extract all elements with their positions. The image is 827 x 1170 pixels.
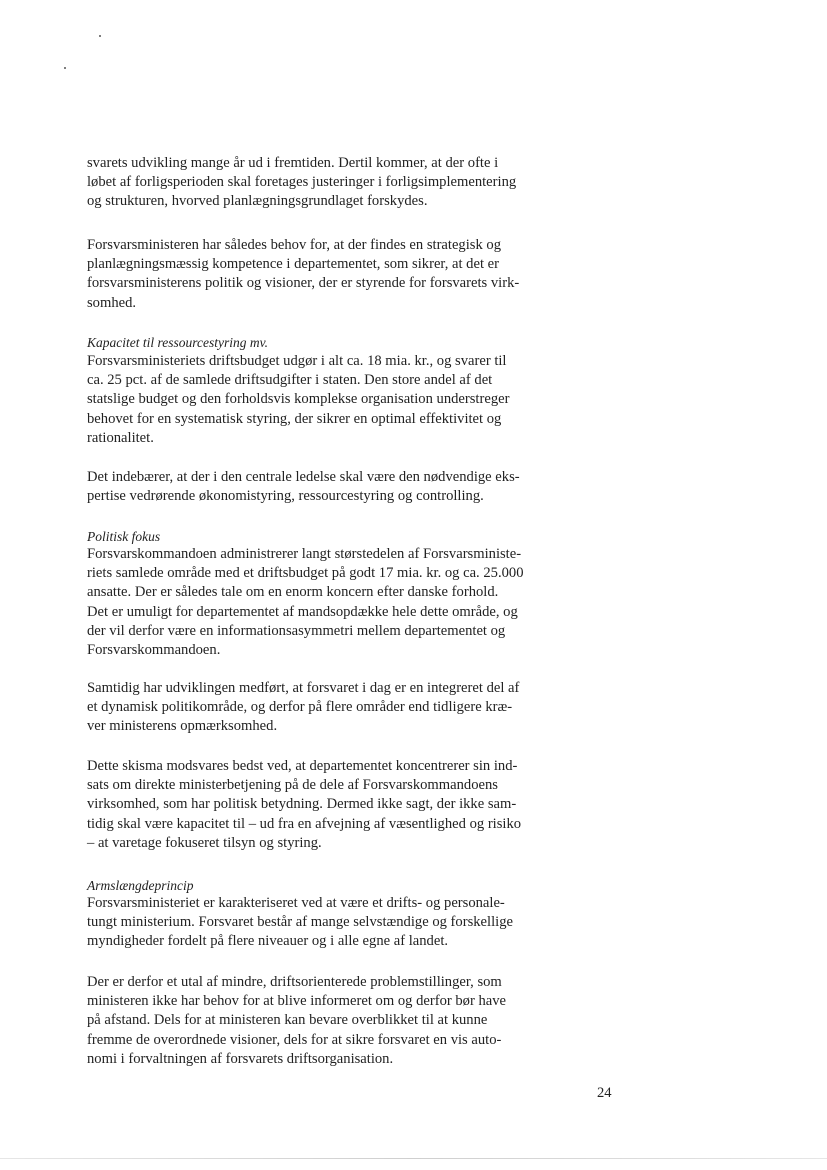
text-line: tungt ministerium. Forsvaret består af mange selvstændige og forskellige xyxy=(87,914,513,931)
text-line: riets samlede område med et driftsbudget på godt 17 mia. kr. og ca. 25.000 xyxy=(87,565,524,582)
paragraph-4 xyxy=(87,468,627,506)
text-line: forsvarsministerens politik og visioner, der er styrende for forsvarets virk- xyxy=(87,275,520,292)
text-line: behovet for en systematisk styring, der sikrer en optimal effektivitet og xyxy=(87,410,502,427)
text-line: somhed. xyxy=(87,294,137,311)
text-line: Det indebærer, at der i den centrale ledelse skal være den nødvendige eks- xyxy=(87,469,520,485)
paragraph-2 xyxy=(87,236,627,313)
section-heading-capacity: Kapacitet til ressourcestyring mv. xyxy=(87,335,268,350)
text-line: nomi i forvaltningen af forsvarets driftsorganisation. xyxy=(87,1050,394,1067)
text-line: Forsvarsministeriets driftsbudget udgør i alt ca. 18 mia. kr., og svarer til xyxy=(87,353,507,369)
text-line: Samtidig har udviklingen medført, at forsvaret i dag er en integreret del af xyxy=(87,680,520,696)
text-line: på afstand. Dels for at ministeren kan bevare overblikket til at kunne xyxy=(87,1012,488,1029)
paragraph-8 xyxy=(87,894,627,952)
paragraph-5 xyxy=(87,545,627,660)
text-line: Der er derfor et utal af mindre, driftsorienterede problemstillinger, som xyxy=(87,974,502,990)
text-line: Forsvarskommandoen administrerer langt størstedelen af Forsvarsministe- xyxy=(87,546,522,562)
text-line: Forsvarskommandoen. xyxy=(87,642,221,659)
text-line: Dette skisma modsvares bedst ved, at departementet koncentrerer sin ind- xyxy=(87,758,518,774)
paragraph-3 xyxy=(87,352,627,448)
text-line: Forsvarsministeriet er karakteriseret ved at være et drifts- og personale- xyxy=(87,895,505,911)
text-line: statslige budget og den forholdsvis komplekse organisation understreger xyxy=(87,391,510,408)
text-line: rationalitet. xyxy=(87,429,154,446)
text-line: svarets udvikling mange år ud i fremtiden. Dertil kommer, at der ofte i xyxy=(87,155,499,171)
paragraph-9 xyxy=(87,973,627,1069)
scan-edge-line xyxy=(0,1158,827,1159)
text-line: og strukturen, hvorved planlægningsgrundlaget forskydes. xyxy=(87,193,428,210)
text-line: pertise vedrørende økonomistyring, ressourcestyring og controlling. xyxy=(87,488,484,505)
paragraph-6 xyxy=(87,679,627,737)
text-line: virksomhed, som har politisk betydning. Dermed ikke sagt, der ikke sam- xyxy=(87,796,517,813)
text-line: Forsvarsministeren har således behov for, at der findes en strategisk og xyxy=(87,237,502,253)
text-line: ansatte. Der er således tale om en enorm koncern efter danske forhold. xyxy=(87,584,499,601)
text-line: tidig skal være kapacitet til – ud fra en afvejning af væsentlighed og risiko xyxy=(87,815,522,832)
text-line: Det er umuligt for departementet af mandsopdække hele dette område, og xyxy=(87,603,518,620)
text-line: ver ministerens opmærksomhed. xyxy=(87,718,278,735)
text-line: løbet af forligsperioden skal foretages justeringer i forligsimplementering xyxy=(87,174,517,191)
text-line: ministeren ikke har behov for at blive informeret om og derfor bør have xyxy=(87,993,507,1010)
text-line: fremme de overordnede visioner, dels for at sikre forsvaret en vis auto- xyxy=(87,1031,502,1048)
text-line: planlægningsmæssig kompetence i departementet, som sikrer, at det er xyxy=(87,256,499,273)
text-line: myndigheder fordelt på flere niveauer og i alle egne af landet. xyxy=(87,933,449,950)
section-heading-political-focus: Politisk fokus xyxy=(87,529,161,544)
scan-speck xyxy=(64,67,66,69)
paragraph-7 xyxy=(87,757,627,853)
text-line: ca. 25 pct. af de samlede driftsudgifter i staten. Den store andel af det xyxy=(87,372,493,389)
text-line: et dynamisk politikområde, og derfor på flere områder end tidligere kræ- xyxy=(87,699,513,716)
scan-speck xyxy=(99,35,101,37)
paragraph-1 xyxy=(87,154,627,212)
page-number: 24 xyxy=(597,1085,612,1101)
text-line: der vil derfor være en informationsasymmetri mellem departementet og xyxy=(87,622,506,639)
text-line: sats om direkte ministerbetjening på de dele af Forsvarskommandoens xyxy=(87,777,498,794)
section-heading-arms-length: Armslængdeprincip xyxy=(87,878,194,893)
text-line: – at varetage fokuseret tilsyn og styring. xyxy=(87,834,322,851)
